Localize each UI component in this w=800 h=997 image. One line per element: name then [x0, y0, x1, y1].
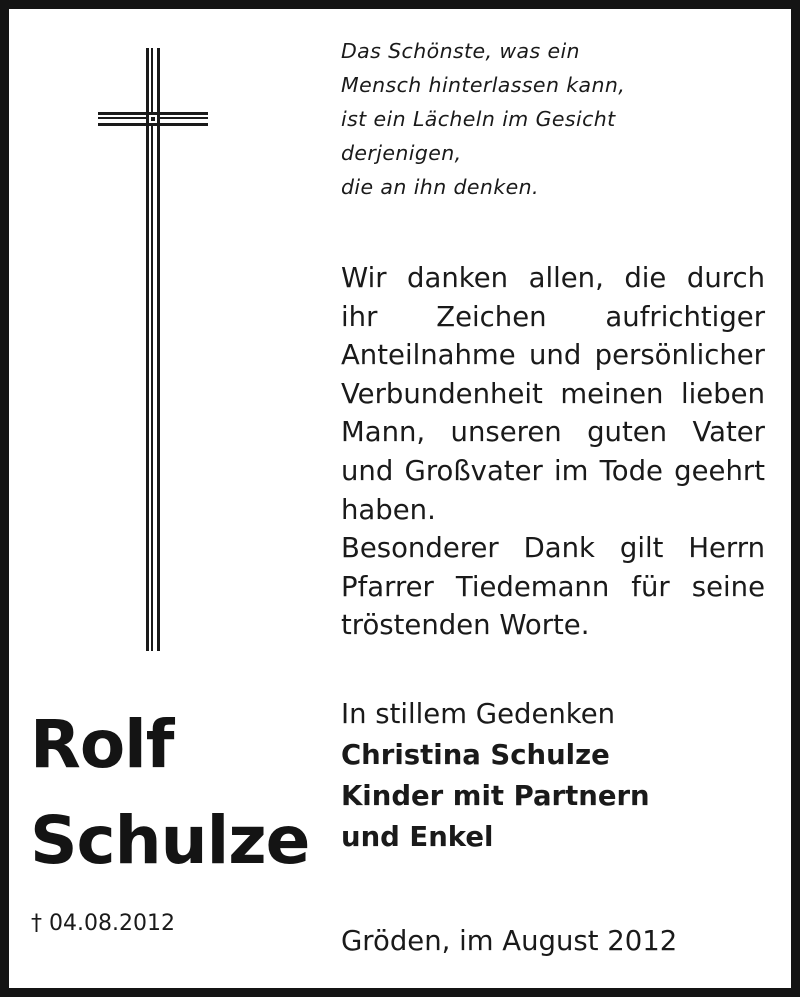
deceased-first-name: Rolf — [30, 706, 174, 783]
poem-line: derjenigen, — [341, 141, 462, 165]
mourner-name: Christina Schulze — [341, 739, 610, 771]
thanks-line: Besonderer Dank gilt Herrn — [341, 532, 765, 565]
thanks-line: Mann, unseren guten Vater — [341, 416, 765, 449]
thanks-line: haben. — [341, 493, 436, 526]
thanks-line: Verbundenheit meinen lieben — [341, 377, 765, 410]
memorial-poem — [341, 34, 771, 204]
death-date: † 04.08.2012 — [31, 911, 175, 936]
poem-line: die an ihn denken. — [341, 175, 539, 199]
poem-line: Das Schönste, was ein — [341, 39, 580, 63]
thanks-line: Anteilnahme und persönlicher — [341, 339, 765, 372]
cross-intersection — [146, 112, 160, 126]
cross-vertical-beam — [146, 48, 160, 651]
thanks-line: Pfarrer Tiedemann für seine — [341, 570, 765, 603]
thanks-line: tröstenden Worte. — [341, 609, 590, 642]
thanks-line: Wir danken allen, die durch — [341, 262, 765, 294]
place-and-date: Gröden, im August 2012 — [341, 925, 678, 957]
deceased-last-name: Schulze — [30, 802, 310, 879]
poem-line: Mensch hinterlassen kann, — [341, 73, 626, 97]
poem-line: ist ein Lächeln im Gesicht — [341, 107, 616, 131]
thanks-paragraph — [341, 259, 765, 645]
deceased-name — [30, 697, 309, 889]
mourners-block — [341, 694, 781, 858]
mourner-name: Kinder mit Partnern — [341, 780, 650, 812]
thanks-line: ihr Zeichen aufrichtiger — [341, 300, 765, 333]
thanks-line: und Großvater im Tode geehrt — [341, 454, 765, 487]
mourner-name: und Enkel — [341, 821, 494, 853]
signoff-intro: In stillem Gedenken — [341, 698, 616, 730]
